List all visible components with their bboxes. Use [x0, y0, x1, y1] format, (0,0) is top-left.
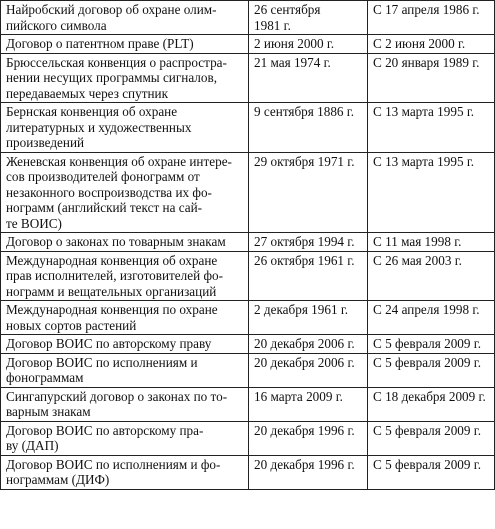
treaty-name: Международная конвенция об охране прав исполнителей, изготовителей фо- нограмм и вещательных организаций	[6, 252, 223, 299]
table-row	[1, 233, 495, 252]
table-row	[1, 103, 495, 153]
treaty-name-cell	[1, 455, 249, 489]
signing-date: 2 июня 2000 г.	[254, 36, 335, 51]
effective-date-cell	[368, 53, 495, 103]
treaty-name-cell	[1, 152, 249, 233]
effective-date-cell	[368, 353, 495, 387]
treaty-name: Договор ВОИС по авторскому праву	[6, 336, 212, 351]
signing-date-cell	[249, 1, 368, 35]
treaty-name: Найробский договор об охране олим- пийского символа	[6, 2, 217, 33]
table-row	[1, 35, 495, 54]
effective-date: С 11 мая 1998 г.	[373, 234, 462, 249]
signing-date: 29 октября 1971 г.	[254, 153, 355, 169]
signing-date: 9 сентября 1886 г.	[254, 104, 355, 119]
effective-date-cell	[368, 35, 495, 54]
signing-date: 26 сентября 1981 г.	[254, 2, 321, 33]
effective-date: С 20 января 1989 г.	[373, 54, 480, 70]
table-row	[1, 421, 495, 455]
effective-date-cell	[368, 387, 495, 421]
treaties-table-body	[1, 1, 495, 490]
effective-date: С 13 марта 1995 г.	[373, 153, 475, 169]
effective-date: С 5 февраля 2009 г.	[373, 456, 482, 472]
treaty-name-cell	[1, 301, 249, 335]
treaty-name-cell	[1, 53, 249, 103]
signing-date-cell	[249, 387, 368, 421]
treaty-name: Сингапурский договор о законах по то- варным знакам	[6, 388, 228, 419]
table-row	[1, 251, 495, 301]
signing-date-cell	[249, 233, 368, 252]
effective-date: С 5 февраля 2009 г.	[373, 354, 482, 370]
signing-date-cell	[249, 53, 368, 103]
signing-date-cell	[249, 301, 368, 335]
signing-date: 27 октября 1994 г.	[254, 234, 355, 249]
table-row	[1, 335, 495, 354]
effective-date: С 5 февраля 2009 г.	[373, 422, 482, 438]
table-row	[1, 353, 495, 387]
signing-date: 2 декабря 1961 г.	[254, 302, 349, 317]
treaty-name-cell	[1, 421, 249, 455]
effective-date: С 5 февраля 2009 г.	[373, 336, 482, 351]
signing-date: 20 декабря 2006 г.	[254, 354, 355, 370]
treaty-name: Брюссельская конвенция о распростра- нении несущих программы сигналов, передаваемых через спутник	[6, 54, 227, 101]
signing-date-cell	[249, 353, 368, 387]
signing-date-cell	[249, 35, 368, 54]
effective-date-cell	[368, 301, 495, 335]
treaty-name-cell	[1, 335, 249, 354]
treaty-name: Бернская конвенция об охране литературных и художественных произведений	[6, 104, 192, 150]
treaty-name-cell	[1, 233, 249, 252]
signing-date: 20 декабря 1996 г.	[254, 456, 355, 472]
table-row	[1, 387, 495, 421]
treaty-name: Договор о патентном праве (PLT)	[6, 36, 194, 51]
signing-date-cell	[249, 103, 368, 153]
treaty-name-cell	[1, 353, 249, 387]
effective-date: С 18 декабря 2009 г.	[373, 388, 486, 404]
table-row	[1, 301, 495, 335]
treaty-name: Женевская конвенция об охране интере- сов производителей фонограмм от незаконного воспроизводства их фо- нограмм (английский текст на сай- те ВОИС)	[6, 153, 232, 231]
effective-date: С 24 апреля 1998 г.	[373, 302, 480, 317]
effective-date-cell	[368, 233, 495, 252]
treaty-name: Договор ВОИС по исполнениям и фонограммам	[6, 354, 198, 385]
treaty-name-cell	[1, 251, 249, 301]
signing-date-cell	[249, 455, 368, 489]
effective-date-cell	[368, 251, 495, 301]
table-row	[1, 455, 495, 489]
effective-date-cell	[368, 103, 495, 153]
treaty-name-cell	[1, 387, 249, 421]
effective-date-cell	[368, 455, 495, 489]
treaty-name: Международная конвенция по охране новых сортов растений	[6, 302, 218, 333]
effective-date-cell	[368, 421, 495, 455]
signing-date: 20 декабря 2006 г.	[254, 336, 355, 351]
signing-date: 21 мая 1974 г.	[254, 54, 331, 70]
effective-date: С 2 июня 2000 г.	[373, 36, 466, 51]
effective-date-cell	[368, 152, 495, 233]
signing-date-cell	[249, 421, 368, 455]
signing-date-cell	[249, 335, 368, 354]
signing-date-cell	[249, 251, 368, 301]
signing-date-cell	[249, 152, 368, 233]
treaty-name: Договор ВОИС по авторскому пра- ву (ДАП)	[6, 422, 204, 453]
effective-date: С 26 мая 2003 г.	[373, 252, 462, 268]
treaty-name-cell	[1, 103, 249, 153]
table-row	[1, 1, 495, 35]
treaty-name: Договор ВОИС по исполнениям и фо- нограммам (ДИФ)	[6, 456, 221, 487]
signing-date: 16 марта 2009 г.	[254, 388, 343, 404]
signing-date: 20 декабря 1996 г.	[254, 422, 355, 438]
treaty-name-cell	[1, 1, 249, 35]
effective-date-cell	[368, 1, 495, 35]
effective-date: С 13 марта 1995 г.	[373, 104, 475, 119]
effective-date-cell	[368, 335, 495, 354]
table-row	[1, 53, 495, 103]
signing-date: 26 октября 1961 г.	[254, 252, 355, 268]
effective-date: С 17 апреля 1986 г.	[373, 2, 480, 17]
table-row	[1, 152, 495, 233]
treaty-name: Договор о законах по товарным знакам	[6, 234, 226, 249]
treaty-name-cell	[1, 35, 249, 54]
